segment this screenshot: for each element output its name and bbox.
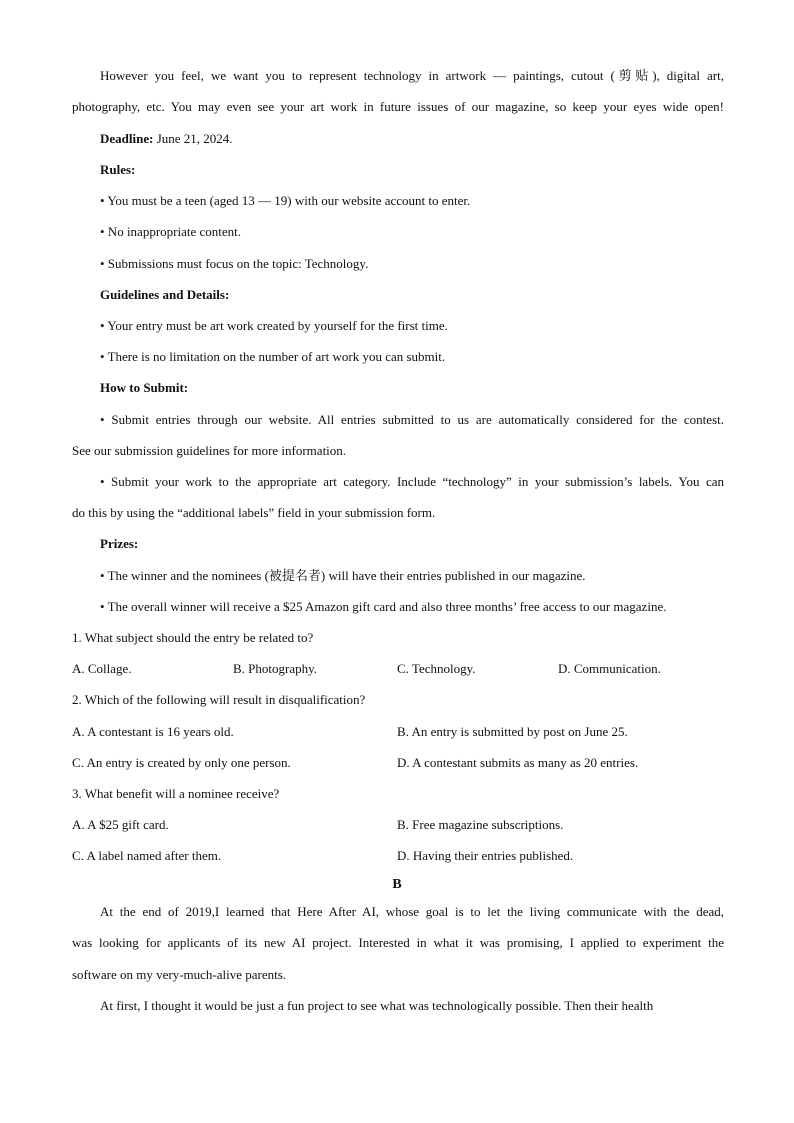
submit-paragraph-1-line-1: • Submit entries through our website. All entries submitted to us are automatically considered for the contest.	[100, 412, 724, 427]
how-to-submit-heading: How to Submit:	[100, 380, 189, 395]
q1-option-b: B. Photography.	[233, 661, 318, 676]
rules-item: • Submissions must focus on the topic: Technology.	[100, 256, 369, 271]
q2-option-a: A. A contestant is 16 years old.	[72, 724, 234, 739]
q3-option-a: A. A $25 gift card.	[72, 817, 169, 832]
prizes-item: • The overall winner will receive a $25 Amazon gift card and also three months’ free access to our magazine.	[100, 599, 667, 614]
section-b-paragraph-1-line-1: At the end of 2019,I learned that Here After AI, whose goal is to let the living communicate with the dead,	[100, 904, 724, 919]
deadline	[100, 131, 724, 147]
section-b-paragraph-1-line-2: was looking for applicants of its new AI project. Interested in what it was promising, I applied to experiment the	[72, 935, 724, 950]
section-b-paragraph-2-line-1: At first, I thought it would be just a fun project to see what was technologically possible. Then their health	[100, 998, 654, 1013]
rules-item: • No inappropriate content.	[100, 224, 242, 239]
rules-item: • You must be a teen (aged 13 — 19) with our website account to enter.	[100, 193, 471, 208]
q2-option-d: D. A contestant submits as many as 20 entries.	[397, 755, 639, 770]
q1-option-d: D. Communication.	[558, 661, 661, 676]
guidelines-item: • Your entry must be art work created by yourself for the first time.	[100, 318, 448, 333]
section-b-paragraph-1-line-3: software on my very-much-alive parents.	[72, 967, 287, 982]
q3-option-d: D. Having their entries published.	[397, 848, 574, 863]
question-1: 1. What subject should the entry be related to?	[72, 630, 314, 645]
q2-option-c: C. An entry is created by only one person.	[72, 755, 291, 770]
question-2: 2. Which of the following will result in disqualification?	[72, 692, 366, 707]
intro-line-1: However you feel, we want you to represent technology in artwork — paintings, cutout (剪贴), digital art,	[100, 68, 724, 83]
prizes-item: • The winner and the nominees (被提名者) will have their entries published in our magazine.	[100, 568, 586, 583]
q1-option-c: C. Technology.	[397, 661, 476, 676]
submit-paragraph-1-line-2: See our submission guidelines for more information.	[72, 443, 347, 458]
guidelines-item: • There is no limitation on the number of art work you can submit.	[100, 349, 446, 364]
submit-paragraph-2-line-1: • Submit your work to the appropriate art category. Include “technology” in your submission’s labels. You can	[100, 474, 724, 489]
q1-option-a: A. Collage.	[72, 661, 132, 676]
q3-option-b: B. Free magazine subscriptions.	[397, 817, 564, 832]
deadline-value: June 21, 2024.	[153, 131, 233, 146]
submit-paragraph-2-line-2: do this by using the “additional labels” field in your submission form.	[72, 505, 436, 520]
q2-option-b: B. An entry is submitted by post on June 25.	[397, 724, 628, 739]
section-b-heading: B	[392, 877, 402, 892]
q3-option-c: C. A label named after them.	[72, 848, 222, 863]
intro-line-2: photography, etc. You may even see your art work in future issues of our magazine, so keep your eyes wide open!	[72, 99, 724, 114]
rules-heading: Rules:	[100, 162, 136, 177]
prizes-heading: Prizes:	[100, 536, 139, 551]
guidelines-heading: Guidelines and Details:	[100, 287, 230, 302]
deadline-label: Deadline:	[100, 131, 154, 146]
question-3: 3. What benefit will a nominee receive?	[72, 786, 280, 801]
